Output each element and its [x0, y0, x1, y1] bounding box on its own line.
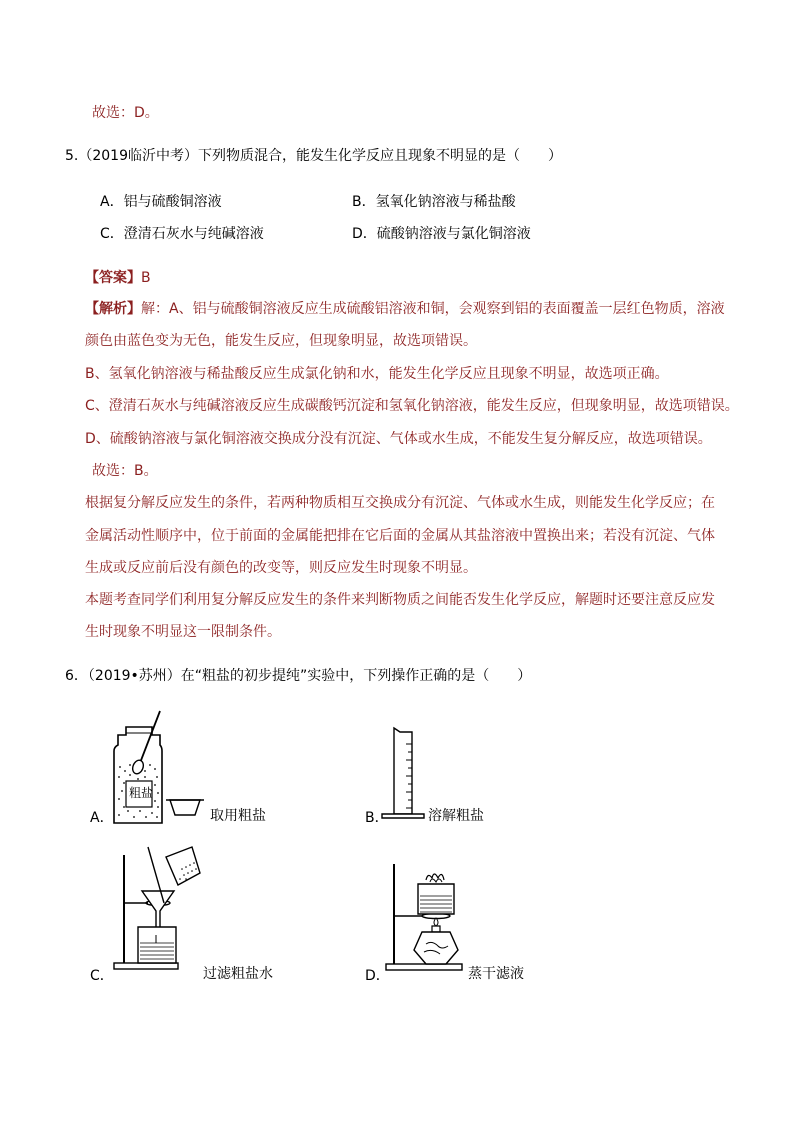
- q6-option-d-caption: 蒸干滤液: [468, 966, 524, 982]
- question-6-stem: 6．（2019•苏州）在“粗盐的初步提纯”实验中，下列操作正确的是（ ）: [65, 668, 532, 684]
- q5-analysis-line-11: 生时现象不明显这一限制条件。: [85, 624, 281, 640]
- q6-option-b-letter: B．: [365, 810, 389, 826]
- q6-option-c-letter: C．: [90, 968, 114, 984]
- question-5-stem: 5.（2019临沂中考）下列物质混合，能发生化学反应且现象不明显的是（ ）: [65, 148, 562, 164]
- q5-analysis-line-2: 颜色由蓝色变为无色，能发生反应，但现象明显，故选项错误。: [85, 333, 477, 349]
- q6-option-a-letter: A．: [90, 810, 114, 826]
- q5-analysis-line-3: B、氢氧化钠溶液与稀盐酸反应生成氯化钠和水，能发生化学反应且现象不明显，故选项正确。: [85, 366, 669, 382]
- q5-analysis-line-9: 生成或反应前后没有颜色的改变等，则反应发生时现象不明显。: [85, 560, 477, 576]
- q5-analysis-line-1: [85, 299, 725, 319]
- q5-option-d: D．硫酸钠溶液与氯化铜溶液: [352, 226, 531, 242]
- q5-option-c: C．澄清石灰水与纯碱溶液: [100, 226, 264, 242]
- q6-option-d-letter: D．: [365, 968, 390, 984]
- analysis-tag: 【解析】: [85, 301, 141, 317]
- figure-c-filtration: [108, 845, 203, 975]
- q5-analysis-line-8: 金属活动性顺序中，位于前面的金属能把排在它后面的金属从其盐溶液中置换出来；若没有沉淀、气体: [85, 528, 715, 544]
- q5-option-b: B．氢氧化钠溶液与稀盐酸: [352, 194, 516, 210]
- q5-analysis-line-4: C、澄清石灰水与纯碱溶液反应生成碳酸钙沉淀和氢氧化钠溶液，能发生反应，但现象明显，故选项错误。: [85, 398, 739, 414]
- q5-analysis-line-7: 根据复分解反应发生的条件，若两种物质相互交换成分有沉淀、气体或水生成，则能发生化学反应；在: [85, 495, 715, 511]
- answer-value: B: [141, 270, 151, 286]
- q5-analysis-line-6: 故选：B。: [92, 463, 158, 479]
- bottle-label: 粗盐: [129, 786, 154, 800]
- figure-a-reagent-bottle: [100, 705, 220, 830]
- q6-option-c-caption: 过滤粗盐水: [203, 966, 273, 982]
- figure-d-evaporation: [382, 860, 472, 975]
- q5-answer: [85, 268, 151, 288]
- analysis-text: 解：A、铝与硫酸铜溶液反应生成硫酸铝溶液和铜，会观察到铝的表面覆盖一层红色物质，溶液: [141, 301, 725, 317]
- q6-option-a-caption: 取用粗盐: [210, 808, 266, 824]
- q6-option-b-caption: 溶解粗盐: [428, 808, 484, 824]
- q5-option-a: A．铝与硫酸铜溶液: [100, 194, 222, 210]
- q5-analysis-line-5: D、硫酸钠溶液与氯化铜溶液交换成分没有沉淀、气体或水生成，不能发生复分解反应，故选项错误。: [85, 431, 712, 447]
- answer-tag: 【答案】: [85, 270, 141, 286]
- previous-answer: 故选：D。: [92, 105, 159, 121]
- q5-analysis-line-10: 本题考查同学们利用复分解反应发生的条件来判断物质之间能否发生化学反应，解题时还要注意反应发: [85, 592, 715, 608]
